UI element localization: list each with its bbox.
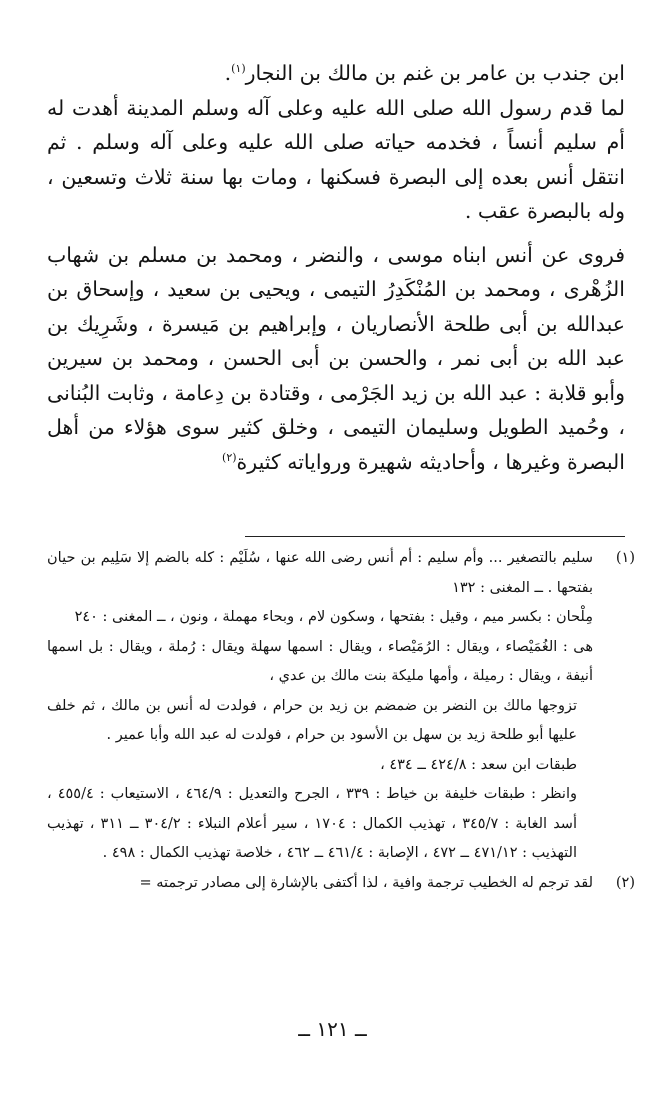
footnote-1-line: وانظر : طبقات خليفة بن خياط : ٣٣٩ ، الجرح والتعديل : ٤٦٤/٩ ، الاستيعاب : ٤٥٥/٤ ، أسد الغابة : ٣٤٥/٧ ، تهذيب الكمال : ١٧٠٤ ، سير أعلام النبلاء : ٣٠٤/٢ ــ ٣١١ ، تهذيب التهذيب : ٤٧١/١٢ ــ ٤٧٢ ، الإصابة : ٤٦١/٤ ــ ٤٦٢ ، خلاصة تهذيب الكمال : ٤٩٨ . xyxy=(47,786,577,861)
paragraph-1-text: ابن جندب بن عامر بن غنم بن مالك بن النجار xyxy=(245,61,625,85)
paragraph-1: ابن جندب بن عامر بن غنم بن مالك بن النجار$^{(١)}$. xyxy=(224,61,625,85)
footnote-ref-2: (٢) xyxy=(222,450,237,464)
footnote-ref-1: (١) xyxy=(231,62,246,76)
footnotes xyxy=(47,544,635,898)
footnote-2 xyxy=(47,869,635,899)
footnote-2-number: (٢) xyxy=(615,874,635,891)
footnote-1-line: طبقات ابن سعد : ٤٢٤/٨ ــ ٤٣٤ ، xyxy=(380,756,577,773)
footnote-1-line: هى : الغُمَيْصاء ، ويقال : الرُمَيْصاء ، ويقال : اسمها سهلة ويقال : رُملة ، ويقال : بل اسمها أنيفة ، ويقال : رميلة ، وأمها مليكة بنت مالك بن عدي ، xyxy=(47,638,593,684)
footnote-1-number: (١) xyxy=(615,550,635,566)
paragraph-2: لما قدم رسول الله صلى الله عليه وعلى آله وسلم المدينة أهدت له أم سليم أنساً ، فخدمه حياته صلى الله عليه وعلى آله وسلم . ثم انتقل أنس بعده إلى البصرة فسكنها ، ومات بها سنة ثلاث وتسعين ، وله بالبصرة عقب . xyxy=(47,95,625,223)
page-number: ــ ١٢١ ــ xyxy=(298,1017,367,1041)
footnote-1 xyxy=(47,544,635,869)
paragraph-3 xyxy=(47,238,625,480)
footnote-1-line: تزوجها مالك بن النضر بن ضمضم بن زيد بن حرام ، فولدت له أنس بن مالك ، ثم خلف عليها أبو طلحة زيد بن سهل بن الأسود بن حرام ، فولدت له عبد الله وأبا عمير . xyxy=(47,697,577,743)
footnote-separator xyxy=(245,536,625,537)
paragraph-3-text: فروى عن أنس ابناه موسى ، والنضر ، ومحمد بن مسلم بن شهاب الزُهْرى ، ومحمد بن المُنْكَدِرُ التيمى ، ويحيى بن سعيد ، وإسحاق بن عبدالله بن أبى طلحة الأنصاريان ، وإبراهيم بن مَيسرة ، وشَرِيك بن عبد الله بن أبى نمر ، والحسن بن أبى الحسن ، ومحمد بن سيرين وأبو قلابة : عبد الله بن زيد الجَرْمى ، وقتادة بن دِعامة ، وثابت البُنانى ، وحُميد الطويل وسليمان التيمى ، وخلق كثير سوى هؤلاء من أهل البصرة وغيرها ، وأحاديثه شهيرة ورواياته كثيرة xyxy=(47,242,625,474)
footnote-1-line: سليم بالتصغير ... وأم سليم : أم أنس رضى الله عنها ، سُلَيْم : كله بالضم إلا سَلِيم بن حيان بفتحها . ــ المغنى : ١٣٢ xyxy=(47,550,593,596)
main-text xyxy=(47,56,625,479)
footnote-2-body xyxy=(47,869,593,899)
footnote-1-body xyxy=(47,544,593,869)
footnote-2-line: لقد ترجم له الخطيب ترجمة وافية ، لذا أكتفى بالإشارة إلى مصادر ترجمته = xyxy=(139,874,593,891)
footnote-1-line: مِلْحان : بكسر ميم ، وقيل : بفتحها ، وسكون لام ، وبحاء مهملة ، ونون ، ــ المغنى : ٢٤٠ xyxy=(74,609,593,625)
